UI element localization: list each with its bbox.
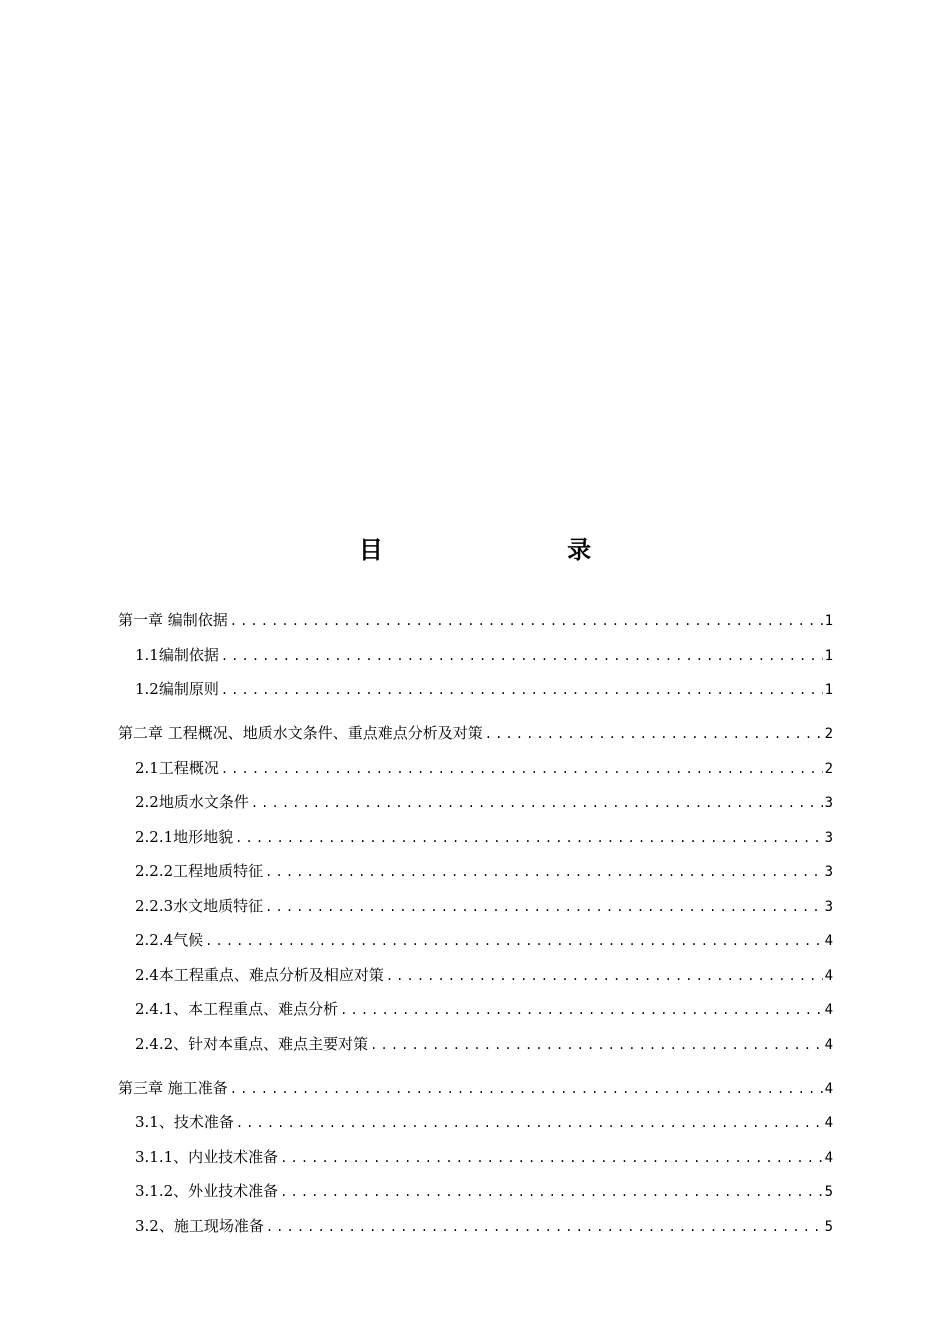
toc-dot-leader xyxy=(266,1215,823,1239)
toc-entry-label: 3.2、施工现场准备 xyxy=(135,1217,264,1235)
toc-entry-page: 3 xyxy=(824,830,833,846)
toc-entry-label: 2.2.4气候 xyxy=(135,931,204,949)
toc-entry-label: 第一章 编制依据 xyxy=(118,611,228,629)
toc-entry-page: 1 xyxy=(824,613,833,629)
toc-dot-leader xyxy=(280,1180,822,1204)
toc-entry-page: 5 xyxy=(824,1184,833,1200)
toc-entry[interactable] xyxy=(118,825,833,849)
toc-dot-leader xyxy=(236,1111,823,1135)
toc-dot-leader xyxy=(235,826,822,850)
toc-entry-label: 第二章 工程概况、地质水文条件、重点难点分析及对策 xyxy=(118,724,483,742)
toc-entry[interactable] xyxy=(118,756,833,780)
toc-dot-leader xyxy=(230,1077,823,1101)
toc-entry-label: 2.2.1地形地貌 xyxy=(135,828,234,846)
toc-entry[interactable] xyxy=(118,790,833,814)
toc-dot-leader xyxy=(251,791,823,815)
toc-dot-leader xyxy=(386,964,823,988)
toc-entry-page: 3 xyxy=(824,899,833,915)
toc-dot-leader xyxy=(370,1033,822,1057)
toc-entry-label: 2.2.3水文地质特征 xyxy=(135,897,264,915)
toc-entry[interactable] xyxy=(118,859,833,883)
toc-dot-leader xyxy=(280,1146,822,1170)
toc-entry[interactable] xyxy=(118,608,833,632)
toc-entry-label: 2.2.2工程地质特征 xyxy=(135,862,264,880)
toc-entry-page: 3 xyxy=(824,795,833,811)
toc-entry[interactable] xyxy=(118,1032,833,1056)
toc-entry[interactable] xyxy=(118,963,833,987)
toc-entry-page: 4 xyxy=(824,1002,833,1018)
toc-entry-page: 5 xyxy=(824,1219,833,1235)
toc-entry-page: 1 xyxy=(824,682,833,698)
toc-entry[interactable] xyxy=(118,721,833,745)
toc-entry[interactable] xyxy=(118,1179,833,1203)
toc-entry-label: 3.1.1、内业技术准备 xyxy=(135,1148,279,1166)
toc-entry[interactable] xyxy=(118,1110,833,1134)
toc-entry-page: 4 xyxy=(824,933,833,949)
toc-entry[interactable] xyxy=(118,643,833,667)
toc-entry-label: 1.1编制依据 xyxy=(135,646,219,664)
toc-dot-leader xyxy=(265,895,822,919)
toc-dot-leader xyxy=(230,609,823,633)
toc-entry[interactable] xyxy=(118,928,833,952)
toc-dot-leader xyxy=(221,678,823,702)
toc-entry-label: 2.4.1、本工程重点、难点分析 xyxy=(135,1000,339,1018)
toc-entry-label: 2.4本工程重点、难点分析及相应对策 xyxy=(135,966,384,984)
toc-title: 目 录 xyxy=(358,536,680,564)
toc-entry[interactable] xyxy=(118,1145,833,1169)
toc-entry-label: 第三章 施工准备 xyxy=(118,1079,228,1097)
toc-entry[interactable] xyxy=(118,677,833,701)
toc-dot-leader xyxy=(340,998,822,1022)
toc-entry-label: 3.1、技术准备 xyxy=(135,1113,234,1131)
toc-entry-page: 4 xyxy=(824,968,833,984)
toc-entry-label: 2.4.2、针对本重点、难点主要对策 xyxy=(135,1035,369,1053)
toc-entry-page: 4 xyxy=(824,1115,833,1131)
toc-dot-leader xyxy=(221,644,823,668)
toc-entry-page: 2 xyxy=(824,761,833,777)
toc-entry-label: 2.1工程概况 xyxy=(135,759,219,777)
toc-dot-leader xyxy=(221,757,823,781)
toc-entry[interactable] xyxy=(118,1076,833,1100)
toc-entry-label: 3.1.2、外业技术准备 xyxy=(135,1182,279,1200)
toc-entry[interactable] xyxy=(118,894,833,918)
toc-entry-page: 3 xyxy=(824,864,833,880)
toc-entry-page: 4 xyxy=(824,1037,833,1053)
toc-dot-leader xyxy=(265,860,822,884)
toc-dot-leader xyxy=(485,722,823,746)
toc-entry-label: 2.2地质水文条件 xyxy=(135,793,249,811)
toc-dot-leader xyxy=(205,929,822,953)
toc-entry-page: 4 xyxy=(824,1081,833,1097)
toc-entry-label: 1.2编制原则 xyxy=(135,680,219,698)
toc-entry[interactable] xyxy=(118,1214,833,1238)
toc-entry-page: 1 xyxy=(824,648,833,664)
toc-entry[interactable] xyxy=(118,997,833,1021)
toc-entry-page: 4 xyxy=(824,1150,833,1166)
toc-entry-page: 2 xyxy=(824,726,833,742)
